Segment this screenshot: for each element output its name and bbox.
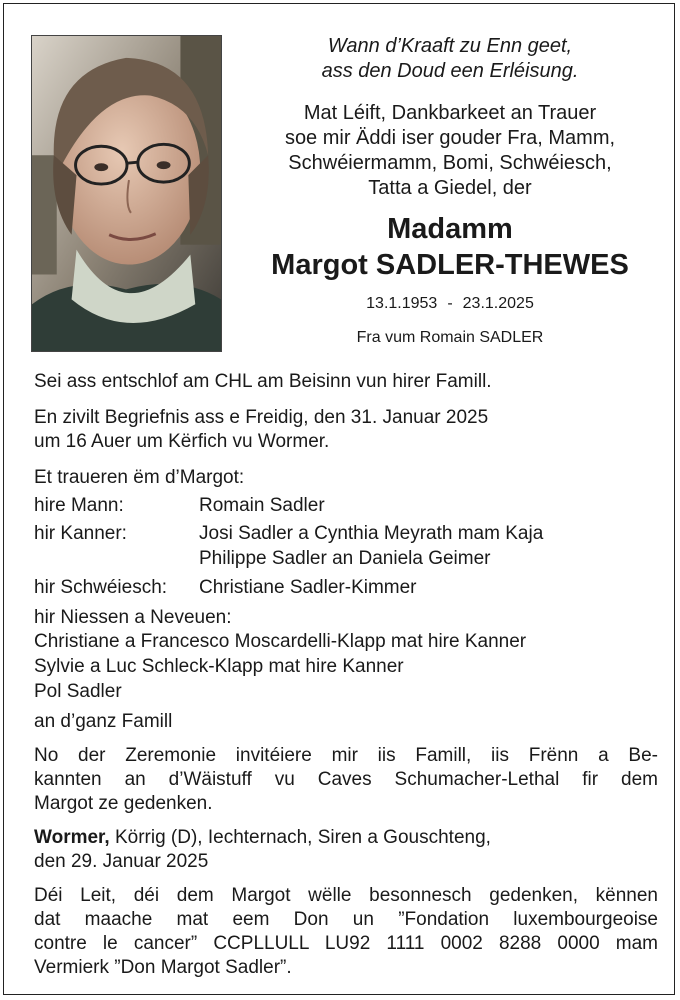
intro-line: Schwéiermamm, Bomi, Schwéiesch,: [288, 152, 612, 174]
deceased-name: Margot SADLER-THEWES: [271, 249, 629, 281]
passing-statement: Sei ass entschlof am CHL am Beisinn vun hirer Famill.: [34, 371, 492, 392]
funeral-line: En zivilt Begriefnis ass e Freidig, den 31. Januar 2025: [34, 407, 489, 428]
portrait-illustration: [32, 36, 221, 351]
donation-line: dat maache mat eem Don un ”Fondation luxembourgeoise: [34, 909, 658, 930]
spouse-note: Fra vum Romain SADLER: [356, 329, 544, 346]
sister-label: hir Schwéiesch:: [34, 577, 168, 598]
place-rest: Körrig (D), Iechternach, Siren a Gouschteng,: [109, 827, 491, 848]
place-date: den 29. Januar 2025: [34, 851, 209, 872]
intro-line: Tatta a Giedel, der: [368, 177, 532, 199]
donation-line: Déi Leit, déi dem Margot wëlle besonnesch gedenken, kënnen: [34, 885, 658, 906]
place-line: [34, 826, 491, 850]
reception-line: Margot ze gedenken.: [34, 793, 213, 814]
death-date: 23.1.2025: [462, 295, 534, 312]
reception-line: kannten an d’Wäistuff vu Caves Schumacher-Lethal fir dem: [34, 769, 658, 790]
nieces-label: hir Niessen a Neveuen:: [34, 607, 232, 628]
niece-entry: Pol Sadler: [34, 681, 122, 702]
husband-name: Romain Sadler: [199, 495, 325, 516]
niece-entry: Christiane a Francesco Moscardelli-Klapp mat hire Kanner: [34, 631, 527, 652]
donation-line: contre le cancer” CCPLLULL LU92 1111 0002 8288 0000 mam: [34, 933, 658, 954]
child-entry: Philippe Sadler an Daniela Geimer: [199, 548, 491, 569]
obituary-notice: [3, 3, 675, 995]
intro-text: [240, 101, 660, 201]
birth-date: 13.1.1953: [366, 295, 438, 312]
family-line: an d’ganz Famill: [34, 711, 173, 732]
life-dates: [240, 293, 660, 315]
husband-label: hire Mann:: [34, 495, 124, 516]
honorific-title: Madamm: [387, 213, 513, 245]
place-bold: Wormer,: [34, 827, 110, 848]
date-separator: -: [447, 295, 453, 312]
child-entry: Josi Sadler a Cynthia Meyrath mam Kaja: [199, 523, 544, 544]
mourners-intro: Et traueren ëm d’Margot:: [34, 467, 245, 488]
niece-entry: Sylvie a Luc Schleck-Klapp mat hire Kanner: [34, 656, 404, 677]
donation-line: Vermierk ”Don Margot Sadler”.: [34, 957, 292, 978]
quote-line: ass den Doud een Erléisung.: [321, 60, 579, 82]
reception-line: No der Zeremonie invitéiere mir iis Famill, iis Frënn a Be-: [34, 745, 658, 766]
intro-line: Mat Léift, Dankbarkeet an Trauer: [303, 102, 597, 124]
opening-quote: [240, 34, 660, 84]
portrait-photo: [31, 35, 222, 352]
sister-name: Christiane Sadler-Kimmer: [199, 577, 417, 598]
intro-line: soe mir Äddi iser gouder Fra, Mamm,: [284, 127, 616, 149]
children-label: hir Kanner:: [34, 523, 127, 544]
funeral-line: um 16 Auer um Kërfich vu Wormer.: [34, 431, 330, 452]
quote-line: Wann d’Kraaft zu Enn geet,: [327, 35, 573, 57]
